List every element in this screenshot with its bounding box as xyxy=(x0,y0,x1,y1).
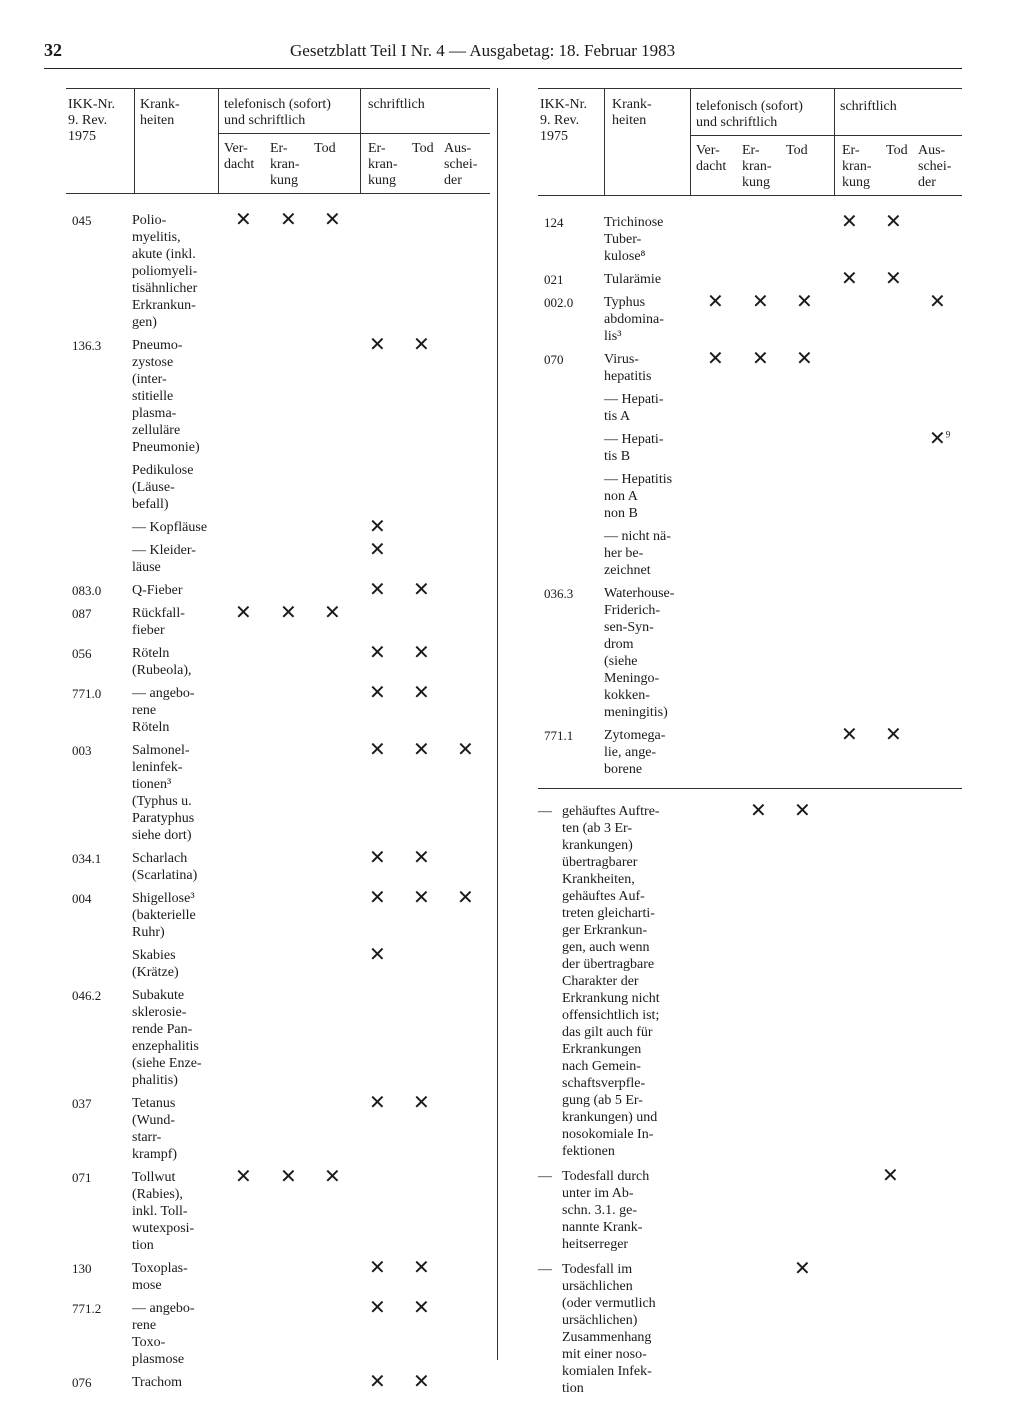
report-mark-icon: ✕ xyxy=(369,887,386,909)
disease-name: Virus- hepatitis xyxy=(604,352,652,384)
header-telefonisch-right: telefonisch (sofort) und schriftlich xyxy=(696,99,803,130)
table-row xyxy=(66,642,490,679)
header-erkrankung-2-right: Er- kran- kung xyxy=(842,143,872,190)
table-row xyxy=(66,602,490,639)
header-verdacht-right: Ver- dacht xyxy=(696,143,727,174)
list-text: gehäuftes Auftre- ten (ab 3 Er- krankungen) übertragbarer Krankheiten, gehäuftes Auf- treten gleicharti- ger Erkrankun- gen, auch wenn der übertragbare Charakter der Erkrankung nicht offensichtlich ist; das gilt auch für Erkrankungen nach Gemein- schaftsverpfle- gung (ab 5 Er- krankungen) und nosokomiale In- fektionen xyxy=(562,804,660,1159)
report-mark-icon: ✕ xyxy=(369,1092,386,1114)
report-mark-icon: ✕ xyxy=(413,1371,430,1393)
report-mark-icon: ✕ xyxy=(369,1371,386,1393)
list-item xyxy=(538,1165,962,1253)
disease-name: — angebo- rene Röteln xyxy=(132,686,195,735)
page-header-title: Gesetzblatt Teil I Nr. 4 — Ausgabetag: 18. Februar 1983 xyxy=(290,41,676,60)
table-row xyxy=(66,516,490,538)
table-row xyxy=(538,211,962,265)
icd-code: 771.1 xyxy=(544,728,574,743)
icd-code: 002.0 xyxy=(544,295,574,310)
table-row xyxy=(66,847,490,884)
right-rows xyxy=(538,211,962,778)
table-header-right xyxy=(538,88,962,196)
header-schriftlich: schriftlich xyxy=(368,97,425,112)
table-row xyxy=(66,539,490,576)
column-divider xyxy=(497,88,498,1360)
table-row xyxy=(66,887,490,941)
report-mark-icon: ✕ xyxy=(885,268,902,290)
report-mark-icon: ✕ xyxy=(413,887,430,909)
header-tod: Tod xyxy=(314,141,336,156)
disease-name: Tetanus (Wund- starr- krampf) xyxy=(132,1096,178,1162)
disease-name: Trichinose Tuber- kulose⁸ xyxy=(604,215,664,264)
header-krankheiten-right: Krank- heiten xyxy=(612,97,652,128)
header-erkrankung: Er- kran- kung xyxy=(270,141,300,188)
report-mark-icon: ✕ xyxy=(457,887,474,909)
footnote-superscript: 9 xyxy=(945,429,951,440)
report-mark-icon: ✕ xyxy=(369,739,386,761)
disease-name: Rückfall- fieber xyxy=(132,606,185,638)
table-row xyxy=(538,585,962,721)
report-mark-icon: ✕ xyxy=(369,1257,386,1279)
report-mark-icon: ✕ xyxy=(369,1297,386,1319)
table-header-left xyxy=(66,88,490,194)
table-row xyxy=(66,987,490,1089)
report-mark-icon: ✕ xyxy=(841,724,858,746)
list-text: Todesfall durch unter im Ab- schn. 3.1. ge- nannte Krank- heitserreger xyxy=(562,1169,650,1252)
left-column xyxy=(66,88,490,1397)
table-row xyxy=(538,391,962,425)
header-ausscheider-right: Aus- schei- der xyxy=(918,143,952,190)
disease-name: — Hepati- tis A xyxy=(604,392,664,424)
report-mark-icon: ✕ xyxy=(235,602,252,624)
report-mark-icon: ✕ xyxy=(752,291,769,313)
table-row xyxy=(66,1166,490,1254)
header-verdacht: Ver- dacht xyxy=(224,141,255,172)
disease-name: — Kleider- läuse xyxy=(132,543,196,575)
report-mark-icon: ✕ xyxy=(707,291,724,313)
disease-name: Scharlach (Scarlatina) xyxy=(132,851,198,883)
report-mark-icon: ✕ xyxy=(369,944,386,966)
table-row xyxy=(66,1257,490,1294)
header-tod-2: Tod xyxy=(412,141,434,156)
icd-code: 046.2 xyxy=(72,988,102,1003)
disease-name: Zytomega- lie, ange- borene xyxy=(604,728,666,777)
table-row xyxy=(538,471,962,522)
report-mark-icon: ✕ xyxy=(707,348,724,370)
list-dash: — xyxy=(538,1262,552,1277)
disease-name: Waterhouse- Friderich- sen-Syn- drom (siehe Meningo- kokken- meningitis) xyxy=(604,586,675,720)
report-mark-icon: ✕ xyxy=(794,1258,811,1280)
table-row xyxy=(66,944,490,981)
list-dash: — xyxy=(538,804,552,819)
table-row xyxy=(538,348,962,385)
disease-name: Tollwut (Rabies), inkl. Toll- wutexposi- tion xyxy=(132,1170,195,1253)
icd-code: 056 xyxy=(72,646,92,661)
disease-name: Pedikulose (Läuse- befall) xyxy=(132,463,194,512)
header-code-right: IKK-Nr. 9. Rev. 1975 xyxy=(540,97,588,144)
table-row xyxy=(66,579,490,601)
left-rows xyxy=(66,209,490,1393)
icd-code: 003 xyxy=(72,743,92,758)
list-item xyxy=(538,800,962,1160)
report-mark-icon: ✕ xyxy=(324,1166,341,1188)
report-mark-icon: ✕ xyxy=(369,334,386,356)
report-mark-icon: ✕ xyxy=(413,1092,430,1114)
report-mark-icon: ✕ xyxy=(413,334,430,356)
table-row xyxy=(538,528,962,579)
report-mark-icon: ✕ xyxy=(280,209,297,231)
report-mark-icon: ✕ xyxy=(413,847,430,869)
header-telefonisch: telefonisch (sofort) und schriftlich xyxy=(224,97,331,128)
report-mark-icon: ✕ xyxy=(413,739,430,761)
disease-name: — nicht nä- her be- zeichnet xyxy=(604,529,671,578)
disease-name: Typhus abdomina- lis³ xyxy=(604,295,664,344)
icd-code: 076 xyxy=(72,1375,92,1390)
report-mark-icon: ✕ xyxy=(235,1166,252,1188)
header-erkrankung-2: Er- kran- kung xyxy=(368,141,398,188)
header-code: IKK-Nr. 9. Rev. 1975 xyxy=(68,97,116,144)
header-rule xyxy=(44,68,962,69)
icd-code: 004 xyxy=(72,891,92,906)
report-mark-icon: ✕ xyxy=(280,1166,297,1188)
report-mark-icon: ✕ xyxy=(882,1165,899,1187)
report-mark-icon: ✕ xyxy=(929,291,946,313)
header-ausscheider: Aus- schei- der xyxy=(444,141,478,188)
report-mark-icon: ✕ xyxy=(413,1257,430,1279)
report-mark-icon: ✕ xyxy=(369,642,386,664)
icd-code: 771.0 xyxy=(72,686,102,701)
report-mark-icon: ✕ xyxy=(280,602,297,624)
list-text: Todesfall im ursächlichen (oder vermutlich ursächlichen) Zusammenhang mit einer noso- komialen Infek- tion xyxy=(562,1262,656,1396)
header-tod-right: Tod xyxy=(786,143,808,158)
table-row xyxy=(66,739,490,844)
disease-name: Q-Fieber xyxy=(132,583,183,598)
table-row xyxy=(66,1092,490,1163)
list-dash: — xyxy=(538,1169,552,1184)
table-row xyxy=(66,462,490,513)
report-mark-icon: ✕ xyxy=(457,739,474,761)
table-row xyxy=(66,1371,490,1393)
icd-code: 036.3 xyxy=(544,586,574,601)
table-row xyxy=(66,1297,490,1368)
table-row xyxy=(66,209,490,331)
extra-rows xyxy=(538,800,962,1397)
report-mark-icon: ✕ xyxy=(369,516,386,538)
report-mark-icon: ✕ xyxy=(794,800,811,822)
section-rule xyxy=(538,788,962,789)
report-mark-icon: ✕$^9$ xyxy=(929,428,951,450)
disease-name: Polio- myelitis, akute (inkl. poliomyeli- tisähnlicher Erkrankun- gen) xyxy=(132,213,198,330)
report-mark-icon: ✕ xyxy=(752,348,769,370)
report-mark-icon: ✕ xyxy=(413,642,430,664)
icd-code: 136.3 xyxy=(72,338,102,353)
table-row xyxy=(538,724,962,778)
disease-name: — Kopfläuse xyxy=(132,520,208,535)
disease-name: Röteln (Rubeola), xyxy=(132,646,192,678)
icd-code: 037 xyxy=(72,1096,92,1111)
header-tod-2-right: Tod xyxy=(886,143,908,158)
report-mark-icon: ✕ xyxy=(885,211,902,233)
report-mark-icon: ✕ xyxy=(413,579,430,601)
table-row xyxy=(66,682,490,736)
page-number: 32 xyxy=(44,40,62,60)
table-row xyxy=(66,334,490,456)
report-mark-icon: ✕ xyxy=(369,539,386,561)
icd-code: 021 xyxy=(544,272,564,287)
report-mark-icon: ✕ xyxy=(324,602,341,624)
report-mark-icon: ✕ xyxy=(841,268,858,290)
report-mark-icon: ✕ xyxy=(413,1297,430,1319)
report-mark-icon: ✕ xyxy=(369,579,386,601)
report-mark-icon: ✕ xyxy=(235,209,252,231)
icd-code: 083.0 xyxy=(72,583,102,598)
table-row xyxy=(538,428,962,465)
report-mark-icon: ✕ xyxy=(796,291,813,313)
report-mark-icon: ✕ xyxy=(369,682,386,704)
report-mark-icon: ✕ xyxy=(324,209,341,231)
icd-code: 087 xyxy=(72,606,92,621)
report-mark-icon: ✕ xyxy=(369,847,386,869)
icd-code: 124 xyxy=(544,215,564,230)
disease-name: Trachom xyxy=(132,1375,183,1390)
report-mark-icon: ✕ xyxy=(796,348,813,370)
header-schriftlich-right: schriftlich xyxy=(840,99,897,114)
disease-name: Skabies (Krätze) xyxy=(132,948,179,980)
icd-code: 070 xyxy=(544,352,564,367)
header-erkrankung-right: Er- kran- kung xyxy=(742,143,772,190)
icd-code: 045 xyxy=(72,213,92,228)
disease-name: Tularämie xyxy=(604,272,662,287)
report-mark-icon: ✕ xyxy=(885,724,902,746)
disease-name: Salmonel- leninfek- tionen³ (Typhus u. Paratyphus siehe dort) xyxy=(132,743,195,843)
disease-name: Shigellose³ (bakterielle Ruhr) xyxy=(132,891,196,940)
disease-name: — Hepatitis non A non B xyxy=(604,472,673,521)
table-row xyxy=(538,268,962,290)
report-mark-icon: ✕ xyxy=(413,682,430,704)
icd-code: 771.2 xyxy=(72,1301,102,1316)
list-item xyxy=(538,1258,962,1397)
report-mark-icon: ✕ xyxy=(841,211,858,233)
disease-name: — Hepati- tis B xyxy=(604,432,664,464)
disease-name: — angebo- rene Toxo- plasmose xyxy=(132,1301,195,1367)
icd-code: 071 xyxy=(72,1170,92,1185)
table-row xyxy=(538,291,962,345)
disease-name: Subakute sklerosie- rende Pan- enzephalitis (siehe Enze- phalitis) xyxy=(132,988,202,1088)
report-mark-icon: ✕ xyxy=(750,800,767,822)
header-krankheiten: Krank- heiten xyxy=(140,97,180,128)
icd-code: 034.1 xyxy=(72,851,102,866)
right-column xyxy=(538,88,962,1405)
icd-code: 130 xyxy=(72,1261,92,1276)
disease-name: Toxoplas- mose xyxy=(132,1261,188,1293)
disease-name: Pneumo- zystose (inter- stitielle plasma- zelluläre Pneumonie) xyxy=(132,338,200,455)
